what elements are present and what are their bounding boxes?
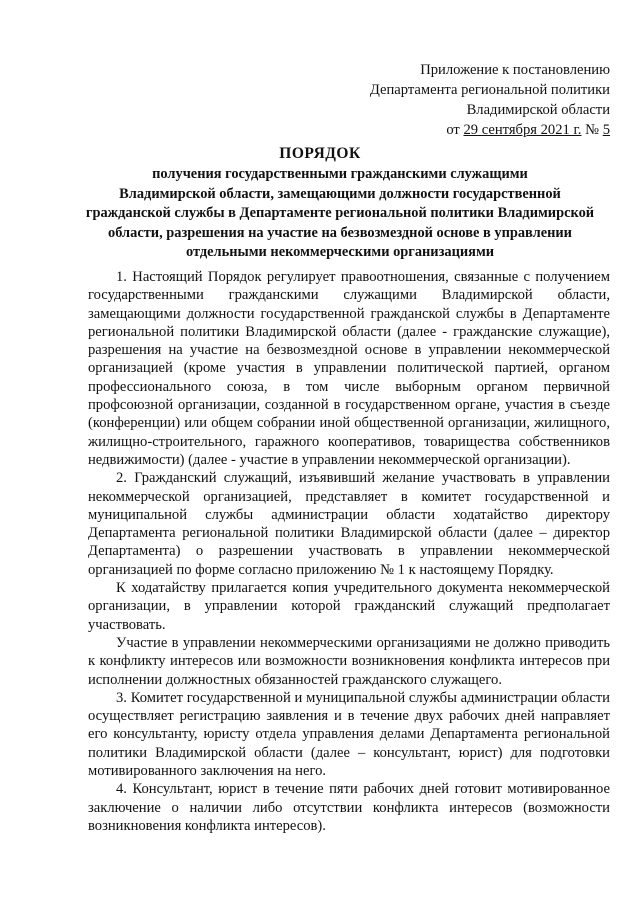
number-prefix: № (581, 122, 603, 138)
paragraph-2-attachment: К ходатайству прилагается копия учредительного документа некоммерческой организации, в управлении которой гражданский служащий предполагает участвовать. (88, 580, 610, 633)
paragraph-2: 2. Гражданский служащий, изъявивший желание участвовать в управлении некоммерческой организацией, представляет в комитет государственной и муниципальной службы администрации области ходатайство директору Департамента региональной политики Владимирской области (далее – директор Департамента) о разрешении участвовать в управлении некоммерческой организацией по форме согласно приложению № 1 к настоящему Порядку. (88, 470, 610, 578)
appendix-date-line (370, 120, 610, 140)
appendix-header (370, 60, 610, 140)
document-body (88, 268, 610, 835)
subtitle-line-4: области, разрешения на участие на безвозмездной основе в управлении (108, 224, 572, 241)
subtitle-line-5: отдельными некоммерческими организациями (185, 244, 495, 260)
paragraph-4: 4. Консультант, юрист в течение пяти рабочих дней готовит мотивированное заключение о наличии либо отсутствии конфликта интересов (возможности возникновения конфликта интересов). (88, 781, 610, 834)
subtitle-line-1: получения государственными гражданскими служащими (152, 166, 528, 182)
document-title: ПОРЯДОК (279, 145, 361, 162)
resolution-number: 5 (602, 122, 610, 138)
subtitle-line-2: Владимирской области, замещающими должности государственной (119, 185, 561, 202)
resolution-date: 29 сентября 2021 г. (463, 122, 582, 138)
subtitle-line-3: гражданской службы в Департаменте региональной политики Владимирской (85, 205, 595, 221)
appendix-line-3: Владимирской области (466, 102, 610, 118)
appendix-line-2: Департамента региональной политики (369, 82, 610, 98)
date-prefix: от (446, 122, 464, 138)
paragraph-2-conflict: Участие в управлении некоммерческими организациями не должно приводить к конфликту интересов или возможности возникновения конфликта интересов при исполнении должностных обязанностей гражданского служащего. (88, 634, 610, 688)
paragraph-1: 1. Настоящий Порядок регулирует правоотношения, связанные с получением государственными гражданскими служащими Владимирской области, замещающими должности государственной гражданской службы в Департаменте региональной политики Владимирской области (далее - гражданские служащие), разрешения на участие на безвозмездной основе в управлении некоммерческой организацией (кроме участия в управлении политической партией, органом профессионального союза, в том числе выборным органом первичной профсоюзной организации, созданной в государственном органе, участия в съезде (конференции) или общем собрании иной общественной организации, жилищного, жилищно-строительного, гаражного кооперативов, товарищества собственников недвижимости) (далее - участие в управлении некоммерческой организации). (88, 269, 610, 468)
paragraph-3: 3. Комитет государственной и муниципальной службы администрации области осуществляет регистрацию заявления и в течение двух рабочих дней направляет его консультанту, юристу отдела управления делами Департамента региональной политики Владимирской области (далее – консультант, юрист) для подготовки мотивированного заключения на него. (88, 689, 610, 780)
document-subtitle (60, 165, 620, 263)
appendix-line-1: Приложение к постановлению (420, 62, 610, 78)
